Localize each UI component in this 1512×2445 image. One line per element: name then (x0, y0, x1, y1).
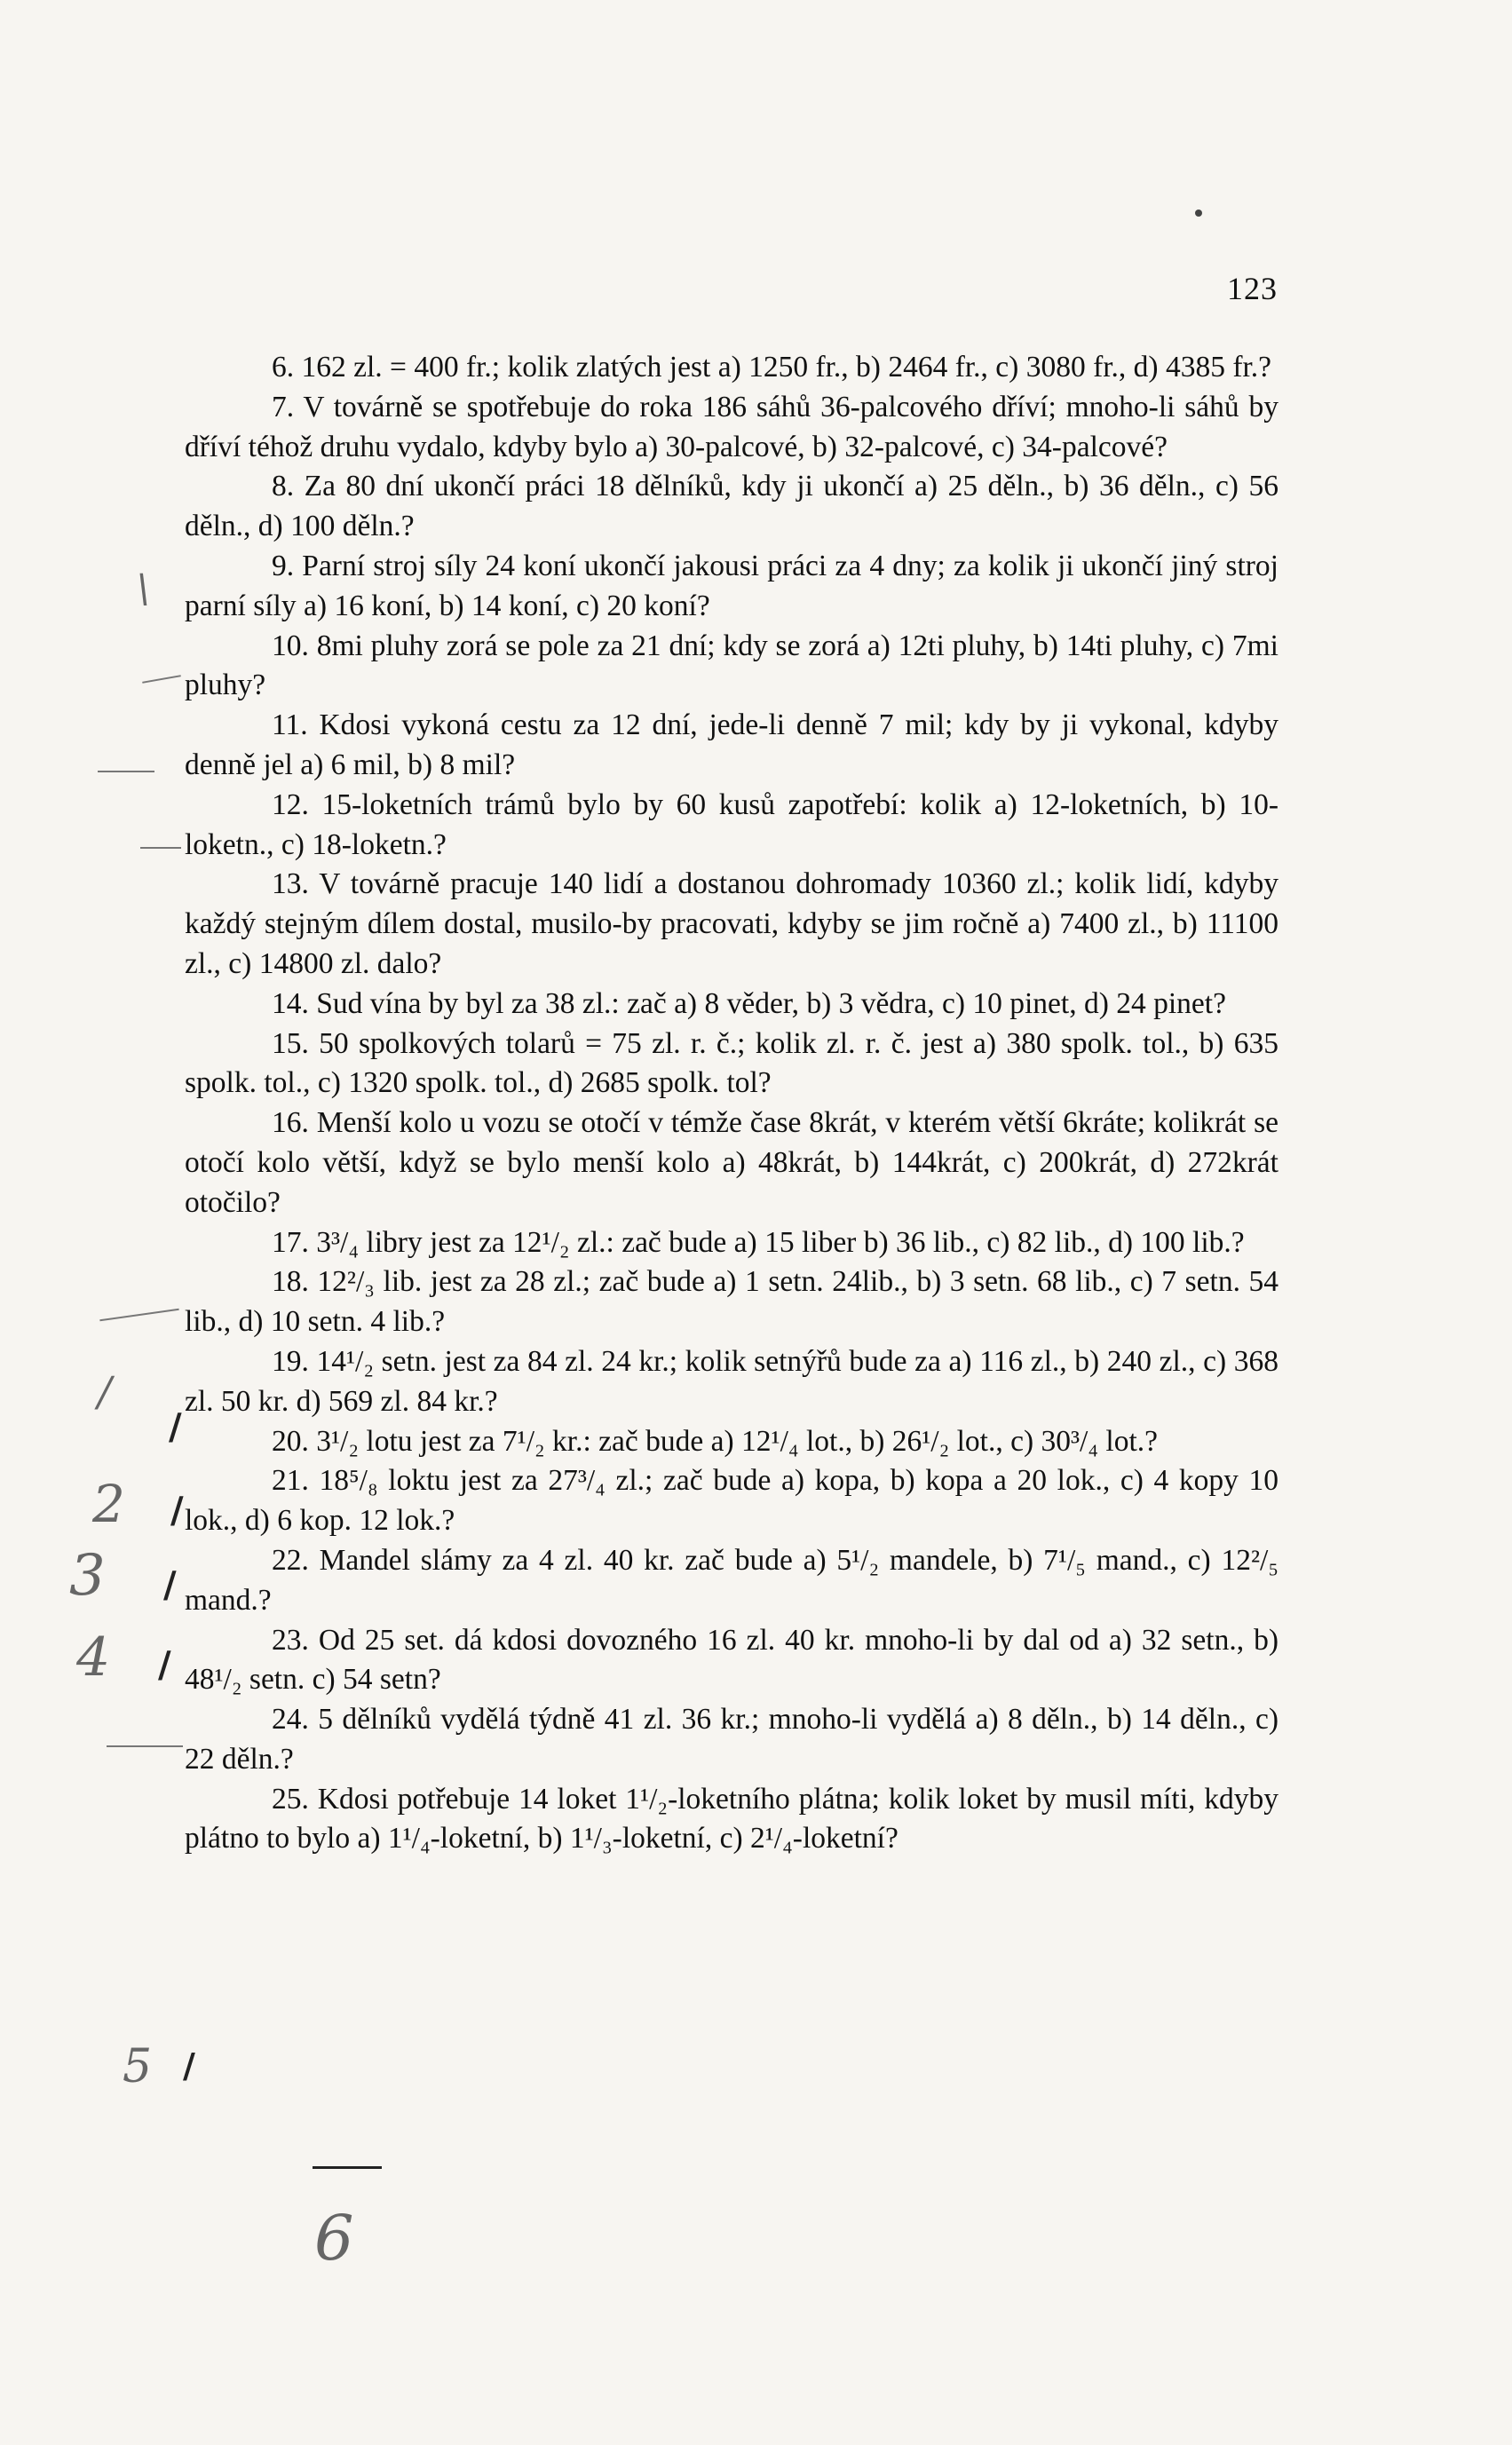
problem-19: 19. 14¹/₂ setn. jest za 84 zl. 24 kr.; kolik setnýřů bude za a) 116 zl., b) 240 zl., c) 368 zl. 50 kr. d) 569 zl. 84 kr.? (185, 1344, 1278, 1418)
problem-23: 23. Od 25 set. dá kdosi dovozného 16 zl. 40 kr. mnoho-li by dal od a) 32 setn., b) 48¹/₂ setn. c) 54 setn? (185, 1623, 1278, 1697)
underline-option-c (313, 2166, 382, 2169)
pencil-dash-9 (142, 675, 181, 684)
problem-24: 24. 5 dělníků vydělá týdně 41 zl. 36 kr.; mnoho-li vydělá a) 8 děln., b) 14 děln., c) 22 děln.? (185, 1703, 1278, 1776)
page-number: 123 (1227, 271, 1278, 306)
problem-15: 15. 50 spolkových tolarů = 75 zl. r. č.; kolik zl. r. č. jest a) 380 spolk. tol., b) 635 spolk. tol., c) 1320 spolk. tol., d) 2685 spolk. tol? (185, 1026, 1278, 1100)
margin-note-6: 6 (314, 2202, 354, 2275)
problem-17: 17. 3³/₄ libry jest za 12¹/₂ zl.: zač bude a) 15 liber b) 36 lib., c) 82 lib., d) 100 lib.? (272, 1225, 1245, 1259)
pencil-tick-17: / (169, 1406, 182, 1448)
problem-6: 6. 162 zl. = 400 fr.; kolik zlatých jest a) 1250 fr., b) 2464 fr., c) 3080 fr., d) 4385 fr.? (272, 351, 1272, 384)
problem-11: 11. Kdosi vykoná cestu za 12 dní, jede-li denně 7 mil; kdy by ji vykonal, kdyby denně jel a) 6 mil, b) 8 mil? (185, 708, 1278, 781)
margin-note-2: 2 (92, 1474, 125, 1534)
pencil-tick-8: \ (137, 566, 150, 612)
pencil-dash-10 (98, 771, 154, 772)
problem-14: 14. Sud vína by byl za 38 zl.: zač a) 8 věder, b) 3 vědra, c) 10 pinet, d) 24 pinet? (272, 986, 1226, 1020)
problem-13: 13. V továrně pracuje 140 lidí a dostanou dohromady 10360 zl.; kolik lidí, kdyby každý stejným dílem dostal, musilo-by pracovati, kdyby se jim ročně a) 7400 zl., b) 11100 zl., c) 14800 zl. dalo? (185, 867, 1278, 980)
pencil-scribble-21 (107, 1745, 183, 1747)
problem-7: 7. V továrně se spotřebuje do roka 186 sáhů 36-palcového dříví; mnoho-li sáhů by dříví téhož druhu vydalo, kdyby bylo a) 30-palcové, b) 32-palcové, c) 34-palcové? (185, 390, 1278, 463)
pencil-tick-16: / (98, 1367, 112, 1415)
pencil-tick-18: / (170, 1490, 184, 1531)
problem-12: 12. 15-loketních trámů bylo by 60 kusů zapotřebí: kolik a) 12-loketních, b) 10-loketn., c) 18-loketn.? (185, 787, 1278, 861)
pencil-tick-25: / (183, 2045, 195, 2085)
problem-10: 10. 8mi pluhy zorá se pole za 21 dní; kdy se zorá a) 12ti pluhy, b) 14ti pluhy, c) 7mi pluhy? (185, 629, 1278, 702)
margin-note-3: 3 (69, 1543, 106, 1609)
problem-22: 22. Mandel slámy za 4 zl. 40 kr. zač bude a) 5¹/₂ mandele, b) 7¹/₅ mand., c) 12²/₅ mand.? (185, 1543, 1278, 1617)
ink-dot (1195, 210, 1202, 217)
problem-18: 18. 12²/₃ lib. jest za 28 zl.; zač bude a) 1 setn. 24lib., b) 3 setn. 68 lib., c) 7 setn. 54 lib., d) 10 setn. 4 lib.? (185, 1265, 1278, 1339)
pencil-tick-20: / (158, 1644, 171, 1686)
problem-16: 16. Menší kolo u vozu se otočí v témže čase 8krát, v kterém větší 6kráte; kolikrát se otočí kolo větší, když se bylo menší kolo a) 48krát, b) 144krát, c) 200krát, d) 272krát otočilo? (185, 1106, 1278, 1219)
problem-list (185, 348, 1278, 1859)
pencil-tick-19: / (163, 1564, 177, 1606)
pencil-dash-11 (140, 847, 181, 849)
margin-note-4: 4 (76, 1626, 111, 1689)
problem-9: 9. Parní stroj síly 24 koní ukončí jakousi práci za 4 dny; za kolik ji ukončí jiný stroj parní síly a) 16 koní, b) 14 koní, c) 20 koní? (185, 549, 1278, 622)
problem-21: 21. 18⁵/₈ loktu jest za 27³/₄ zl.; zač bude a) kopa, b) kopa a 20 lok., c) 4 kopy 10 lok., d) 6 kop. 12 lok.? (185, 1464, 1278, 1538)
problem-20: 20. 3¹/₂ lotu jest za 7¹/₂ kr.: zač bude a) 12¹/₄ lot., b) 26¹/₂ lot., c) 30³/₄ lot.? (272, 1424, 1159, 1458)
pencil-dash-16 (99, 1309, 178, 1322)
problem-25: 25. Kdosi potřebuje 14 loket 1¹/₂-loketního plátna; kolik loket by musil míti, kdyby plátno to bylo a) 1¹/₄-loketní, b) 1¹/₃-loketní, c) 2¹/₄-loketní? (185, 1782, 1278, 1856)
margin-note-5: 5 (123, 2040, 153, 2093)
problem-8: 8. Za 80 dní ukončí práci 18 dělníků, kdy ji ukončí a) 25 děln., b) 36 děln., c) 56 děln., d) 100 děln.? (185, 470, 1278, 543)
